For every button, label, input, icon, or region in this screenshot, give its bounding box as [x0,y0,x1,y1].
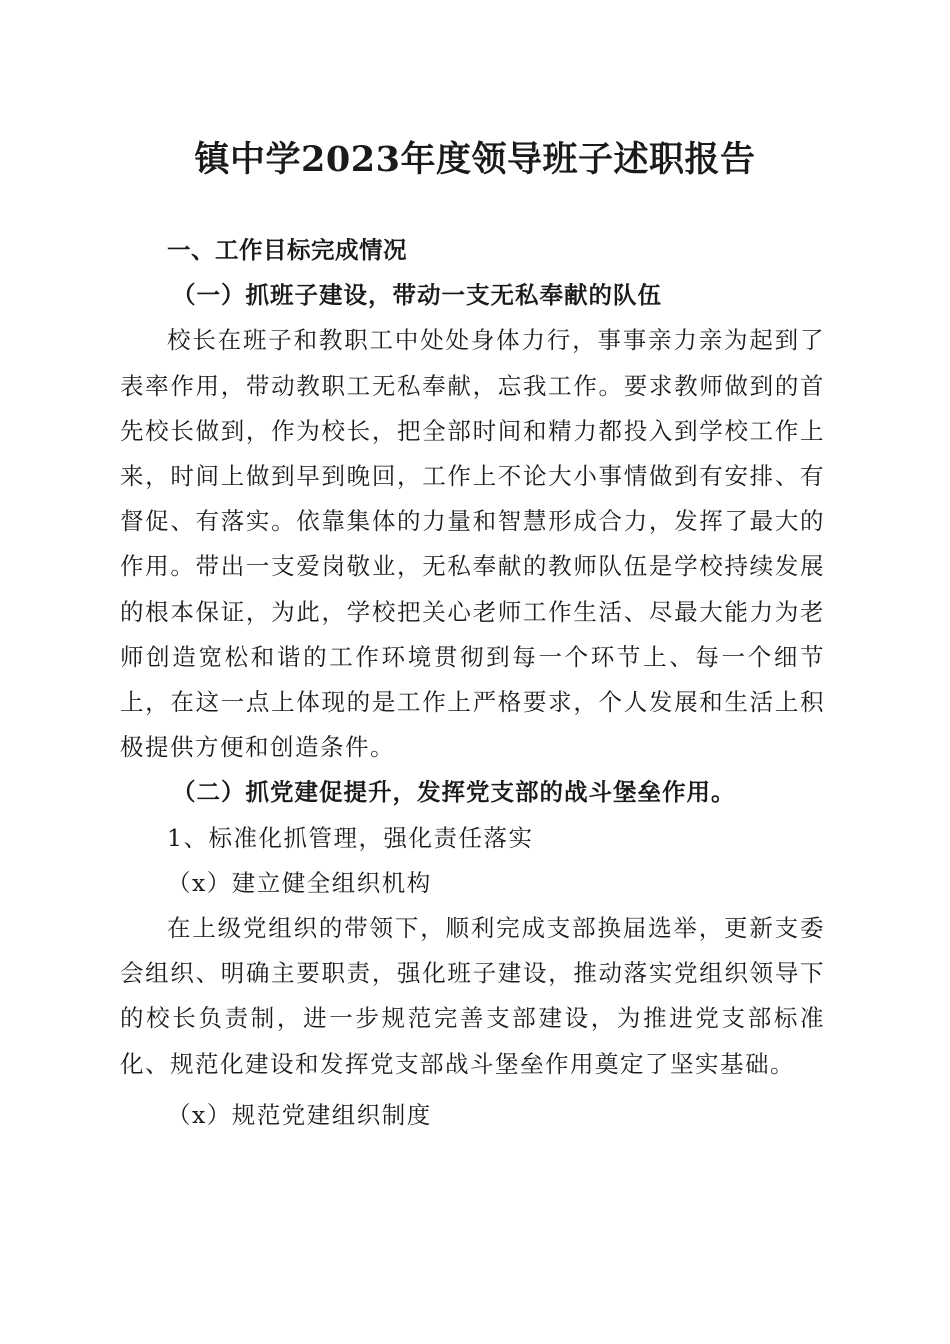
subsection-heading-party-building: （二）抓党建促提升，发挥党支部的战斗堡垒作用。 [172,778,736,807]
document-title: 镇中学2023年度领导班子述职报告 [194,139,756,180]
document-body [120,228,825,1138]
section-heading-work-goals: 一、工作目标完成情况 [167,236,407,264]
subsection-heading-team-building: （一）抓班子建设，带动一支无私奉献的队伍 [172,281,662,310]
item-heading-organization-structure: （x）建立健全组织机构 [167,868,432,897]
item-heading-standardized-management: 1、标准化抓管理，强化责任落实 [167,823,534,852]
paragraph-branch-election: 在上级党组织的带领下，顺利完成支部换届选举，更新支委会组织、明确主要职责，强化班子建设，推动落实党组织领导下的校长负责制，进一步规范完善支部建设，为推进党支部标准化、规范化建设和发挥党支部战斗堡垒作用奠定了坚实基础。 [120,913,825,1078]
item-heading-party-system: （x）规范党建组织制度 [167,1100,432,1129]
paragraph-principal-leadership: 校长在班子和教职工中处处身体力行，事事亲力亲为起到了表率作用，带动教职工无私奉献，忘我工作。要求教师做到的首先校长做到，作为校长，把全部时间和精力都投入到学校工作上来，时间上做到早到晚回，工作上不论大小事情做到有安排、有督促、有落实。依靠集体的力量和智慧形成合力，发挥了最大的作用。带出一支爱岗敬业，无私奉献的教师队伍是学校持续发展的根本保证，为此，学校把关心老师工作生活、尽最大能力为老师创造宽松和谐的工作环境贯彻到每一个环节上、每一个细节上，在这一点上体现的是工作上严格要求，个人发展和生活上积极提供方便和创造条件。 [120,326,825,762]
